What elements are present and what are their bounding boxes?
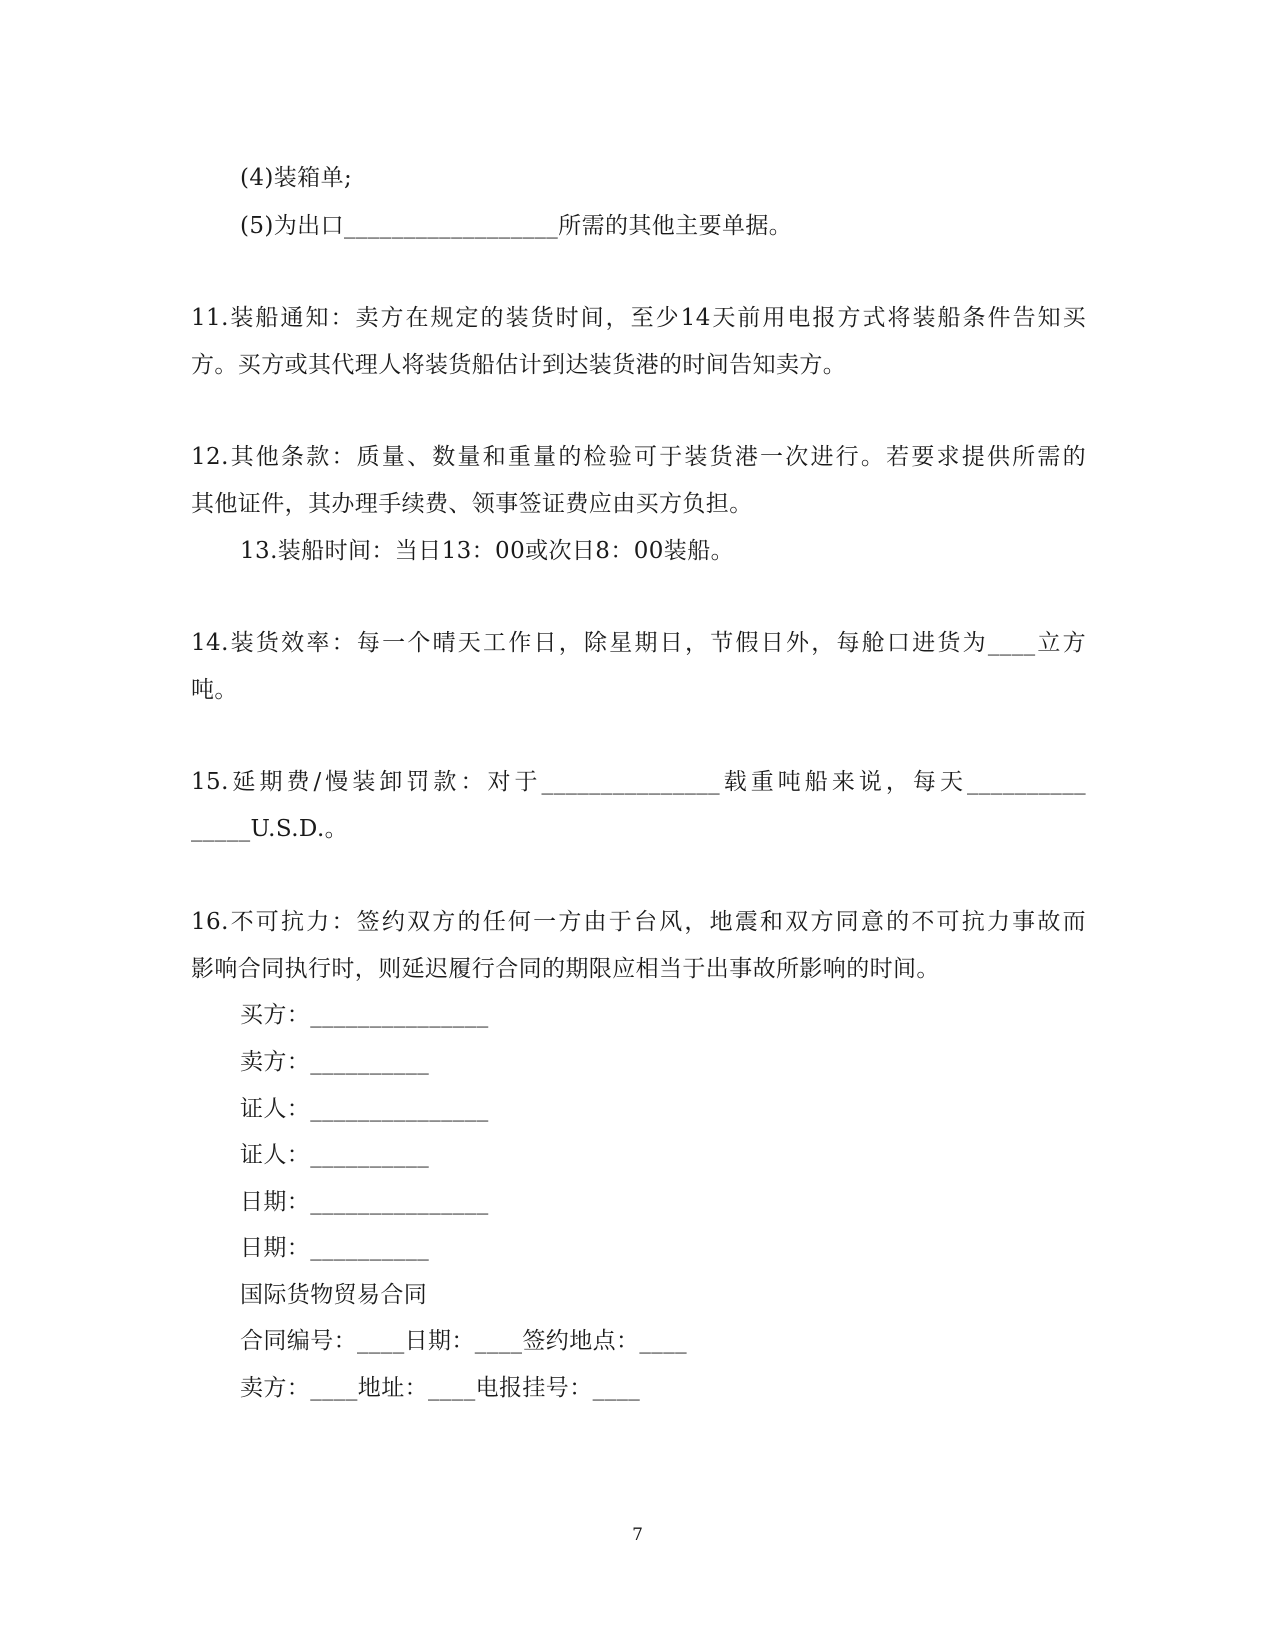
seller-signature: 卖方：__________	[240, 1049, 430, 1075]
item-packing-list: (4)装箱单;	[240, 165, 353, 191]
contract-title: 国际货物贸易合同	[240, 1282, 428, 1308]
clause-16-line-1: 16.不可抗力：签约双方的任何一方由于台风，地震和双方同意的不可抗力事故而	[191, 909, 1086, 935]
buyer-signature: 买方：_______________	[240, 1002, 489, 1028]
clause-13: 13.装船时间：当日13：00或次日8：00装船。	[240, 538, 735, 564]
clause-12-line-1: 12.其他条款：质量、数量和重量的检验可于装货港一次进行。若要求提供所需的	[191, 444, 1086, 470]
page-number: 7	[632, 1525, 643, 1545]
date-field-1: 日期：_______________	[240, 1189, 489, 1215]
clause-12-line-2: 其他证件，其办理手续费、领事签证费应由买方负担。	[191, 491, 753, 517]
witness-signature-1: 证人：_______________	[240, 1096, 489, 1122]
date-field-2: 日期：__________	[240, 1235, 430, 1261]
seller-info-line: 卖方：____地址：____电报挂号：____	[240, 1375, 641, 1401]
clause-11-line-1: 11.装船通知：卖方在规定的装货时间，至少14天前用电报方式将装船条件告知买	[191, 305, 1086, 331]
clause-16-line-2: 影响合同执行时，则延迟履行合同的期限应相当于出事故所影响的时间。	[191, 956, 940, 982]
clause-11-line-2: 方。买方或其代理人将装货船估计到达装货港的时间告知卖方。	[191, 352, 847, 378]
clause-15-line-2: _____U.S.D.。	[191, 816, 349, 842]
witness-signature-2: 证人：__________	[240, 1142, 430, 1168]
clause-14-line-1: 14.装货效率：每一个晴天工作日，除星期日，节假日外，每舱口进货为____立方	[191, 630, 1086, 656]
clause-15-line-1: 15.延期费/慢装卸罚款：对于_______________载重吨船来说，每天__________	[191, 769, 1086, 795]
clause-14-line-2: 吨。	[191, 677, 238, 703]
item-other-documents: (5)为出口__________________所需的其他主要单据。	[240, 213, 793, 239]
contract-number-line: 合同编号：____日期：____签约地点：____	[240, 1328, 687, 1354]
